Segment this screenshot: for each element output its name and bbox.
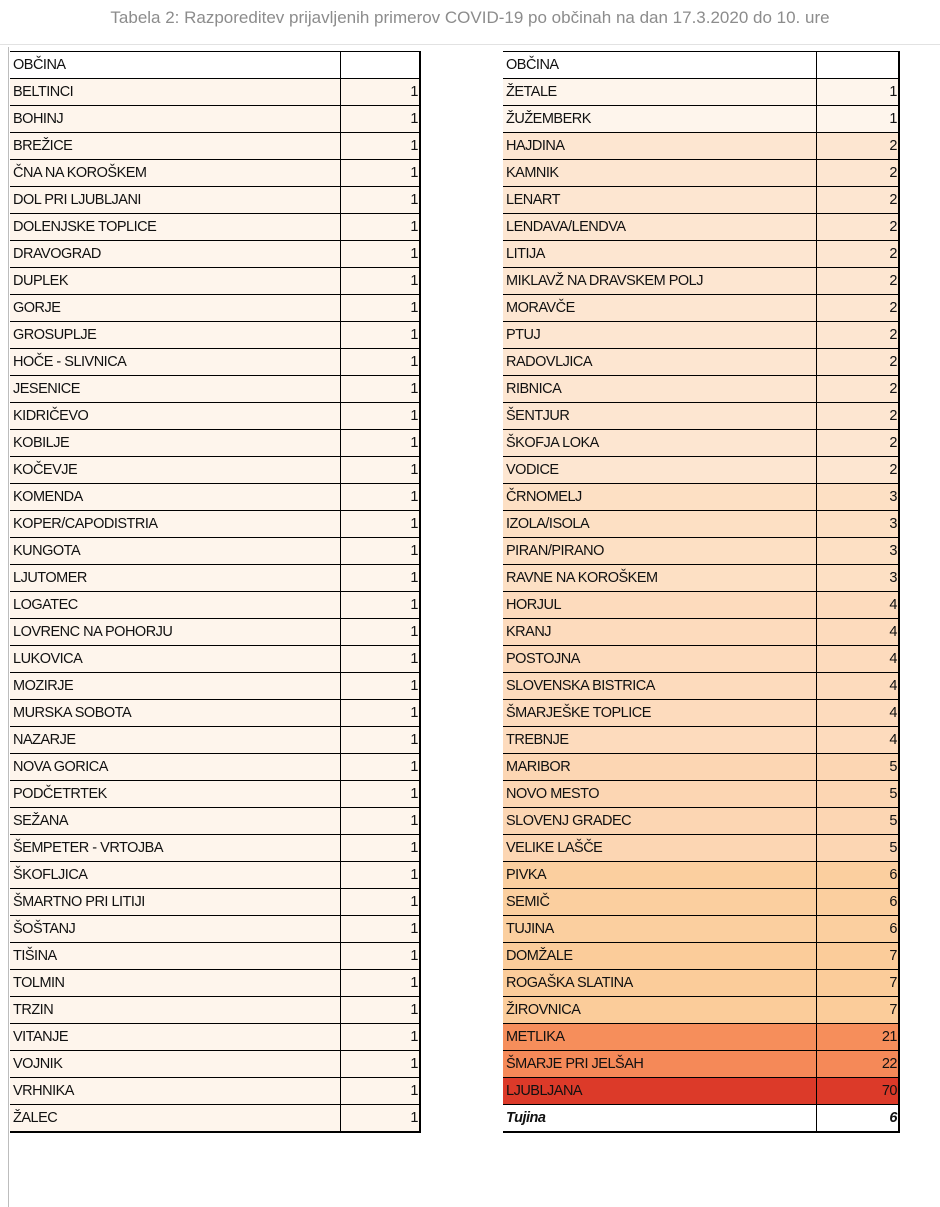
municipality-name: KOMENDA xyxy=(10,484,340,511)
case-count: 1 xyxy=(340,997,420,1024)
municipality-name: LENART xyxy=(503,187,816,214)
table-row xyxy=(503,565,899,592)
table-row xyxy=(10,106,420,133)
table-row xyxy=(10,835,420,862)
case-count: 4 xyxy=(816,700,899,727)
table-row xyxy=(503,160,899,187)
municipality-name: LOVRENC NA POHORJU xyxy=(10,619,340,646)
case-count: 7 xyxy=(816,943,899,970)
municipality-name: ŠKOFLJICA xyxy=(10,862,340,889)
table-row xyxy=(503,457,899,484)
table-row xyxy=(503,754,899,781)
case-count: 1 xyxy=(340,862,420,889)
municipality-name: MORAVČE xyxy=(503,295,816,322)
table-row xyxy=(503,1078,899,1105)
municipality-name: KOČEVJE xyxy=(10,457,340,484)
table-row xyxy=(503,322,899,349)
table-row xyxy=(503,214,899,241)
municipality-name: ŽETALE xyxy=(503,79,816,106)
table-row xyxy=(10,538,420,565)
case-count: 1 xyxy=(340,214,420,241)
municipality-name: MOZIRJE xyxy=(10,673,340,700)
table-row xyxy=(503,673,899,700)
table-row xyxy=(10,295,420,322)
municipality-table-right xyxy=(503,51,900,1133)
table-row xyxy=(503,295,899,322)
municipality-name: ŽALEC xyxy=(10,1105,340,1133)
table-row xyxy=(503,241,899,268)
municipality-name: ŠOŠTANJ xyxy=(10,916,340,943)
table-row xyxy=(503,268,899,295)
case-count: 2 xyxy=(816,403,899,430)
case-count: 1 xyxy=(340,781,420,808)
municipality-name: KAMNIK xyxy=(503,160,816,187)
municipality-name: VODICE xyxy=(503,457,816,484)
case-count: 2 xyxy=(816,187,899,214)
table-row xyxy=(10,646,420,673)
municipality-name: DOLENJSKE TOPLICE xyxy=(10,214,340,241)
table-row xyxy=(503,403,899,430)
case-count: 5 xyxy=(816,835,899,862)
municipality-name: VOJNIK xyxy=(10,1051,340,1078)
municipality-name: ČRNOMELJ xyxy=(503,484,816,511)
municipality-name: LITIJA xyxy=(503,241,816,268)
table-row xyxy=(503,889,899,916)
municipality-name: Tujina xyxy=(503,1105,816,1133)
municipality-name: VRHNIKA xyxy=(10,1078,340,1105)
case-count: 6 xyxy=(816,1105,899,1133)
municipality-name: LJUBLJANA xyxy=(503,1078,816,1105)
table-row xyxy=(10,511,420,538)
table-row xyxy=(10,133,420,160)
case-count: 1 xyxy=(340,430,420,457)
case-count: 5 xyxy=(816,781,899,808)
table-row xyxy=(10,781,420,808)
municipality-name: TRZIN xyxy=(10,997,340,1024)
table-caption: Tabela 2: Razporeditev prijavljenih primerov COVID-19 po občinah na dan 17.3.2020 do 10. ure xyxy=(110,8,830,27)
municipality-name: HAJDINA xyxy=(503,133,816,160)
case-count: 1 xyxy=(340,538,420,565)
municipality-name: ŠMARJE PRI JELŠAH xyxy=(503,1051,816,1078)
municipality-name: ŠKOFJA LOKA xyxy=(503,430,816,457)
case-count: 1 xyxy=(340,646,420,673)
case-count: 7 xyxy=(816,997,899,1024)
case-count: 7 xyxy=(816,970,899,997)
municipality-name: ŽIROVNICA xyxy=(503,997,816,1024)
table-row xyxy=(503,349,899,376)
table-row xyxy=(503,592,899,619)
municipality-table-left xyxy=(10,51,421,1133)
municipality-name: NOVO MESTO xyxy=(503,781,816,808)
case-count: 2 xyxy=(816,376,899,403)
case-count: 2 xyxy=(816,322,899,349)
table-row xyxy=(10,619,420,646)
municipality-name: RADOVLJICA xyxy=(503,349,816,376)
municipality-name: OBČINA xyxy=(10,52,340,79)
case-count: 2 xyxy=(816,268,899,295)
table-row xyxy=(503,484,899,511)
case-count xyxy=(340,52,420,79)
municipality-name: TIŠINA xyxy=(10,943,340,970)
case-count: 1 xyxy=(340,1024,420,1051)
case-count: 1 xyxy=(340,160,420,187)
municipality-name: ŠEMPETER - VRTOJBA xyxy=(10,835,340,862)
municipality-name: KOBILJE xyxy=(10,430,340,457)
case-count: 1 xyxy=(340,835,420,862)
table-row xyxy=(10,241,420,268)
case-count: 2 xyxy=(816,457,899,484)
table-row xyxy=(10,403,420,430)
table-row xyxy=(503,970,899,997)
table-row xyxy=(503,835,899,862)
table-row xyxy=(10,754,420,781)
municipality-name: LOGATEC xyxy=(10,592,340,619)
municipality-name: ŠMARJEŠKE TOPLICE xyxy=(503,700,816,727)
case-count: 6 xyxy=(816,889,899,916)
table-row xyxy=(503,916,899,943)
table-row xyxy=(503,862,899,889)
municipality-name: TUJINA xyxy=(503,916,816,943)
case-count: 1 xyxy=(340,349,420,376)
table-row xyxy=(10,592,420,619)
municipality-name: SLOVENJ GRADEC xyxy=(503,808,816,835)
table-row xyxy=(503,646,899,673)
municipality-name: PODČETRTEK xyxy=(10,781,340,808)
municipality-name: MIKLAVŽ NA DRAVSKEM POLJ xyxy=(503,268,816,295)
case-count: 1 xyxy=(340,457,420,484)
table-row xyxy=(503,781,899,808)
table-row xyxy=(10,457,420,484)
table-row xyxy=(503,430,899,457)
case-count: 2 xyxy=(816,349,899,376)
table-row xyxy=(10,1024,420,1051)
case-count: 1 xyxy=(340,619,420,646)
municipality-name: BELTINCI xyxy=(10,79,340,106)
municipality-name: NOVA GORICA xyxy=(10,754,340,781)
case-count: 2 xyxy=(816,241,899,268)
table-row xyxy=(503,1051,899,1078)
municipality-name: GROSUPLJE xyxy=(10,322,340,349)
table-row xyxy=(10,376,420,403)
municipality-name: PTUJ xyxy=(503,322,816,349)
municipality-name: HORJUL xyxy=(503,592,816,619)
case-count: 5 xyxy=(816,808,899,835)
table-header-row xyxy=(10,52,420,79)
table-row xyxy=(10,673,420,700)
case-count: 1 xyxy=(340,754,420,781)
table-row xyxy=(503,511,899,538)
case-count: 1 xyxy=(340,295,420,322)
case-count: 1 xyxy=(340,1051,420,1078)
case-count: 1 xyxy=(340,1078,420,1105)
table-footer-row xyxy=(503,1105,899,1133)
case-count: 1 xyxy=(340,673,420,700)
case-count: 1 xyxy=(340,916,420,943)
table-row xyxy=(10,214,420,241)
case-count: 3 xyxy=(816,511,899,538)
case-count: 22 xyxy=(816,1051,899,1078)
municipality-name: NAZARJE xyxy=(10,727,340,754)
table-row xyxy=(503,619,899,646)
municipality-name: ŽUŽEMBERK xyxy=(503,106,816,133)
case-count: 1 xyxy=(340,808,420,835)
table-row xyxy=(10,1078,420,1105)
case-count: 6 xyxy=(816,916,899,943)
case-count: 1 xyxy=(340,1105,420,1133)
case-count: 1 xyxy=(340,565,420,592)
case-count: 1 xyxy=(340,376,420,403)
municipality-name: ŠMARTNO PRI LITIJI xyxy=(10,889,340,916)
municipality-name: JESENICE xyxy=(10,376,340,403)
case-count: 3 xyxy=(816,538,899,565)
municipality-name: POSTOJNA xyxy=(503,646,816,673)
case-count: 1 xyxy=(340,484,420,511)
municipality-name: ROGAŠKA SLATINA xyxy=(503,970,816,997)
table-row xyxy=(10,997,420,1024)
table-row xyxy=(503,727,899,754)
case-count: 1 xyxy=(340,106,420,133)
municipality-name: VELIKE LAŠČE xyxy=(503,835,816,862)
table-row xyxy=(503,1024,899,1051)
table-row xyxy=(10,349,420,376)
case-count: 1 xyxy=(340,268,420,295)
table-row xyxy=(10,700,420,727)
table-row xyxy=(10,727,420,754)
case-count: 2 xyxy=(816,295,899,322)
table-row xyxy=(10,943,420,970)
table-row xyxy=(503,79,899,106)
table-row xyxy=(10,862,420,889)
municipality-name: BOHINJ xyxy=(10,106,340,133)
table-header-row xyxy=(503,52,899,79)
case-count: 1 xyxy=(340,403,420,430)
municipality-name: GORJE xyxy=(10,295,340,322)
municipality-name: PIRAN/PIRANO xyxy=(503,538,816,565)
case-count: 1 xyxy=(340,592,420,619)
table-row xyxy=(10,1105,420,1133)
municipality-name: TOLMIN xyxy=(10,970,340,997)
table-row xyxy=(10,268,420,295)
table-row xyxy=(503,700,899,727)
table-row xyxy=(503,187,899,214)
municipality-name: LUKOVICA xyxy=(10,646,340,673)
table-row xyxy=(503,997,899,1024)
municipality-name: TREBNJE xyxy=(503,727,816,754)
municipality-name: RAVNE NA KOROŠKEM xyxy=(503,565,816,592)
case-count: 1 xyxy=(340,511,420,538)
case-count: 1 xyxy=(816,79,899,106)
municipality-name: KRANJ xyxy=(503,619,816,646)
table-row xyxy=(503,133,899,160)
municipality-name: VITANJE xyxy=(10,1024,340,1051)
municipality-name: DRAVOGRAD xyxy=(10,241,340,268)
municipality-name: KUNGOTA xyxy=(10,538,340,565)
table-row xyxy=(10,79,420,106)
case-count: 3 xyxy=(816,484,899,511)
case-count: 1 xyxy=(340,943,420,970)
municipality-name: METLIKA xyxy=(503,1024,816,1051)
content-left-border xyxy=(8,47,9,1207)
municipality-name: DOL PRI LJUBLJANI xyxy=(10,187,340,214)
municipality-name: RIBNICA xyxy=(503,376,816,403)
municipality-name: SLOVENSKA BISTRICA xyxy=(503,673,816,700)
case-count: 6 xyxy=(816,862,899,889)
table-row xyxy=(10,808,420,835)
municipality-name: MURSKA SOBOTA xyxy=(10,700,340,727)
table-row xyxy=(10,916,420,943)
table-row xyxy=(10,430,420,457)
municipality-name: KIDRIČEVO xyxy=(10,403,340,430)
municipality-name: HOČE - SLIVNICA xyxy=(10,349,340,376)
municipality-name: KOPER/CAPODISTRIA xyxy=(10,511,340,538)
table-row xyxy=(503,808,899,835)
table-row xyxy=(10,187,420,214)
municipality-name: LENDAVA/LENDVA xyxy=(503,214,816,241)
case-count: 4 xyxy=(816,727,899,754)
case-count: 70 xyxy=(816,1078,899,1105)
case-count: 5 xyxy=(816,754,899,781)
table-row xyxy=(10,565,420,592)
case-count: 2 xyxy=(816,214,899,241)
case-count: 21 xyxy=(816,1024,899,1051)
municipality-name: PIVKA xyxy=(503,862,816,889)
case-count: 2 xyxy=(816,133,899,160)
table-row xyxy=(10,1051,420,1078)
table-row xyxy=(10,484,420,511)
case-count: 2 xyxy=(816,160,899,187)
case-count: 1 xyxy=(340,889,420,916)
table-row xyxy=(10,160,420,187)
case-count: 4 xyxy=(816,646,899,673)
case-count xyxy=(816,52,899,79)
table-row xyxy=(10,889,420,916)
case-count: 1 xyxy=(340,700,420,727)
municipality-name: SEMIČ xyxy=(503,889,816,916)
case-count: 4 xyxy=(816,619,899,646)
case-count: 1 xyxy=(340,727,420,754)
table-row xyxy=(10,322,420,349)
case-count: 1 xyxy=(340,187,420,214)
municipality-name: OBČINA xyxy=(503,52,816,79)
case-count: 1 xyxy=(340,322,420,349)
case-count: 4 xyxy=(816,673,899,700)
case-count: 1 xyxy=(340,970,420,997)
municipality-name: DOMŽALE xyxy=(503,943,816,970)
case-count: 1 xyxy=(340,133,420,160)
table-row xyxy=(10,970,420,997)
municipality-name: ŠENTJUR xyxy=(503,403,816,430)
table-row xyxy=(503,106,899,133)
case-count: 2 xyxy=(816,430,899,457)
municipality-name: IZOLA/ISOLA xyxy=(503,511,816,538)
case-count: 4 xyxy=(816,592,899,619)
municipality-name: SEŽANA xyxy=(10,808,340,835)
municipality-name: DUPLEK xyxy=(10,268,340,295)
case-count: 1 xyxy=(340,241,420,268)
municipality-name: MARIBOR xyxy=(503,754,816,781)
table-row xyxy=(503,943,899,970)
case-count: 1 xyxy=(340,79,420,106)
case-count: 1 xyxy=(816,106,899,133)
municipality-name: LJUTOMER xyxy=(10,565,340,592)
municipality-name: BREŽICE xyxy=(10,133,340,160)
caption-divider xyxy=(0,44,940,45)
table-row xyxy=(503,538,899,565)
case-count: 3 xyxy=(816,565,899,592)
municipality-name: ČNA NA KOROŠKEM xyxy=(10,160,340,187)
table-row xyxy=(503,376,899,403)
